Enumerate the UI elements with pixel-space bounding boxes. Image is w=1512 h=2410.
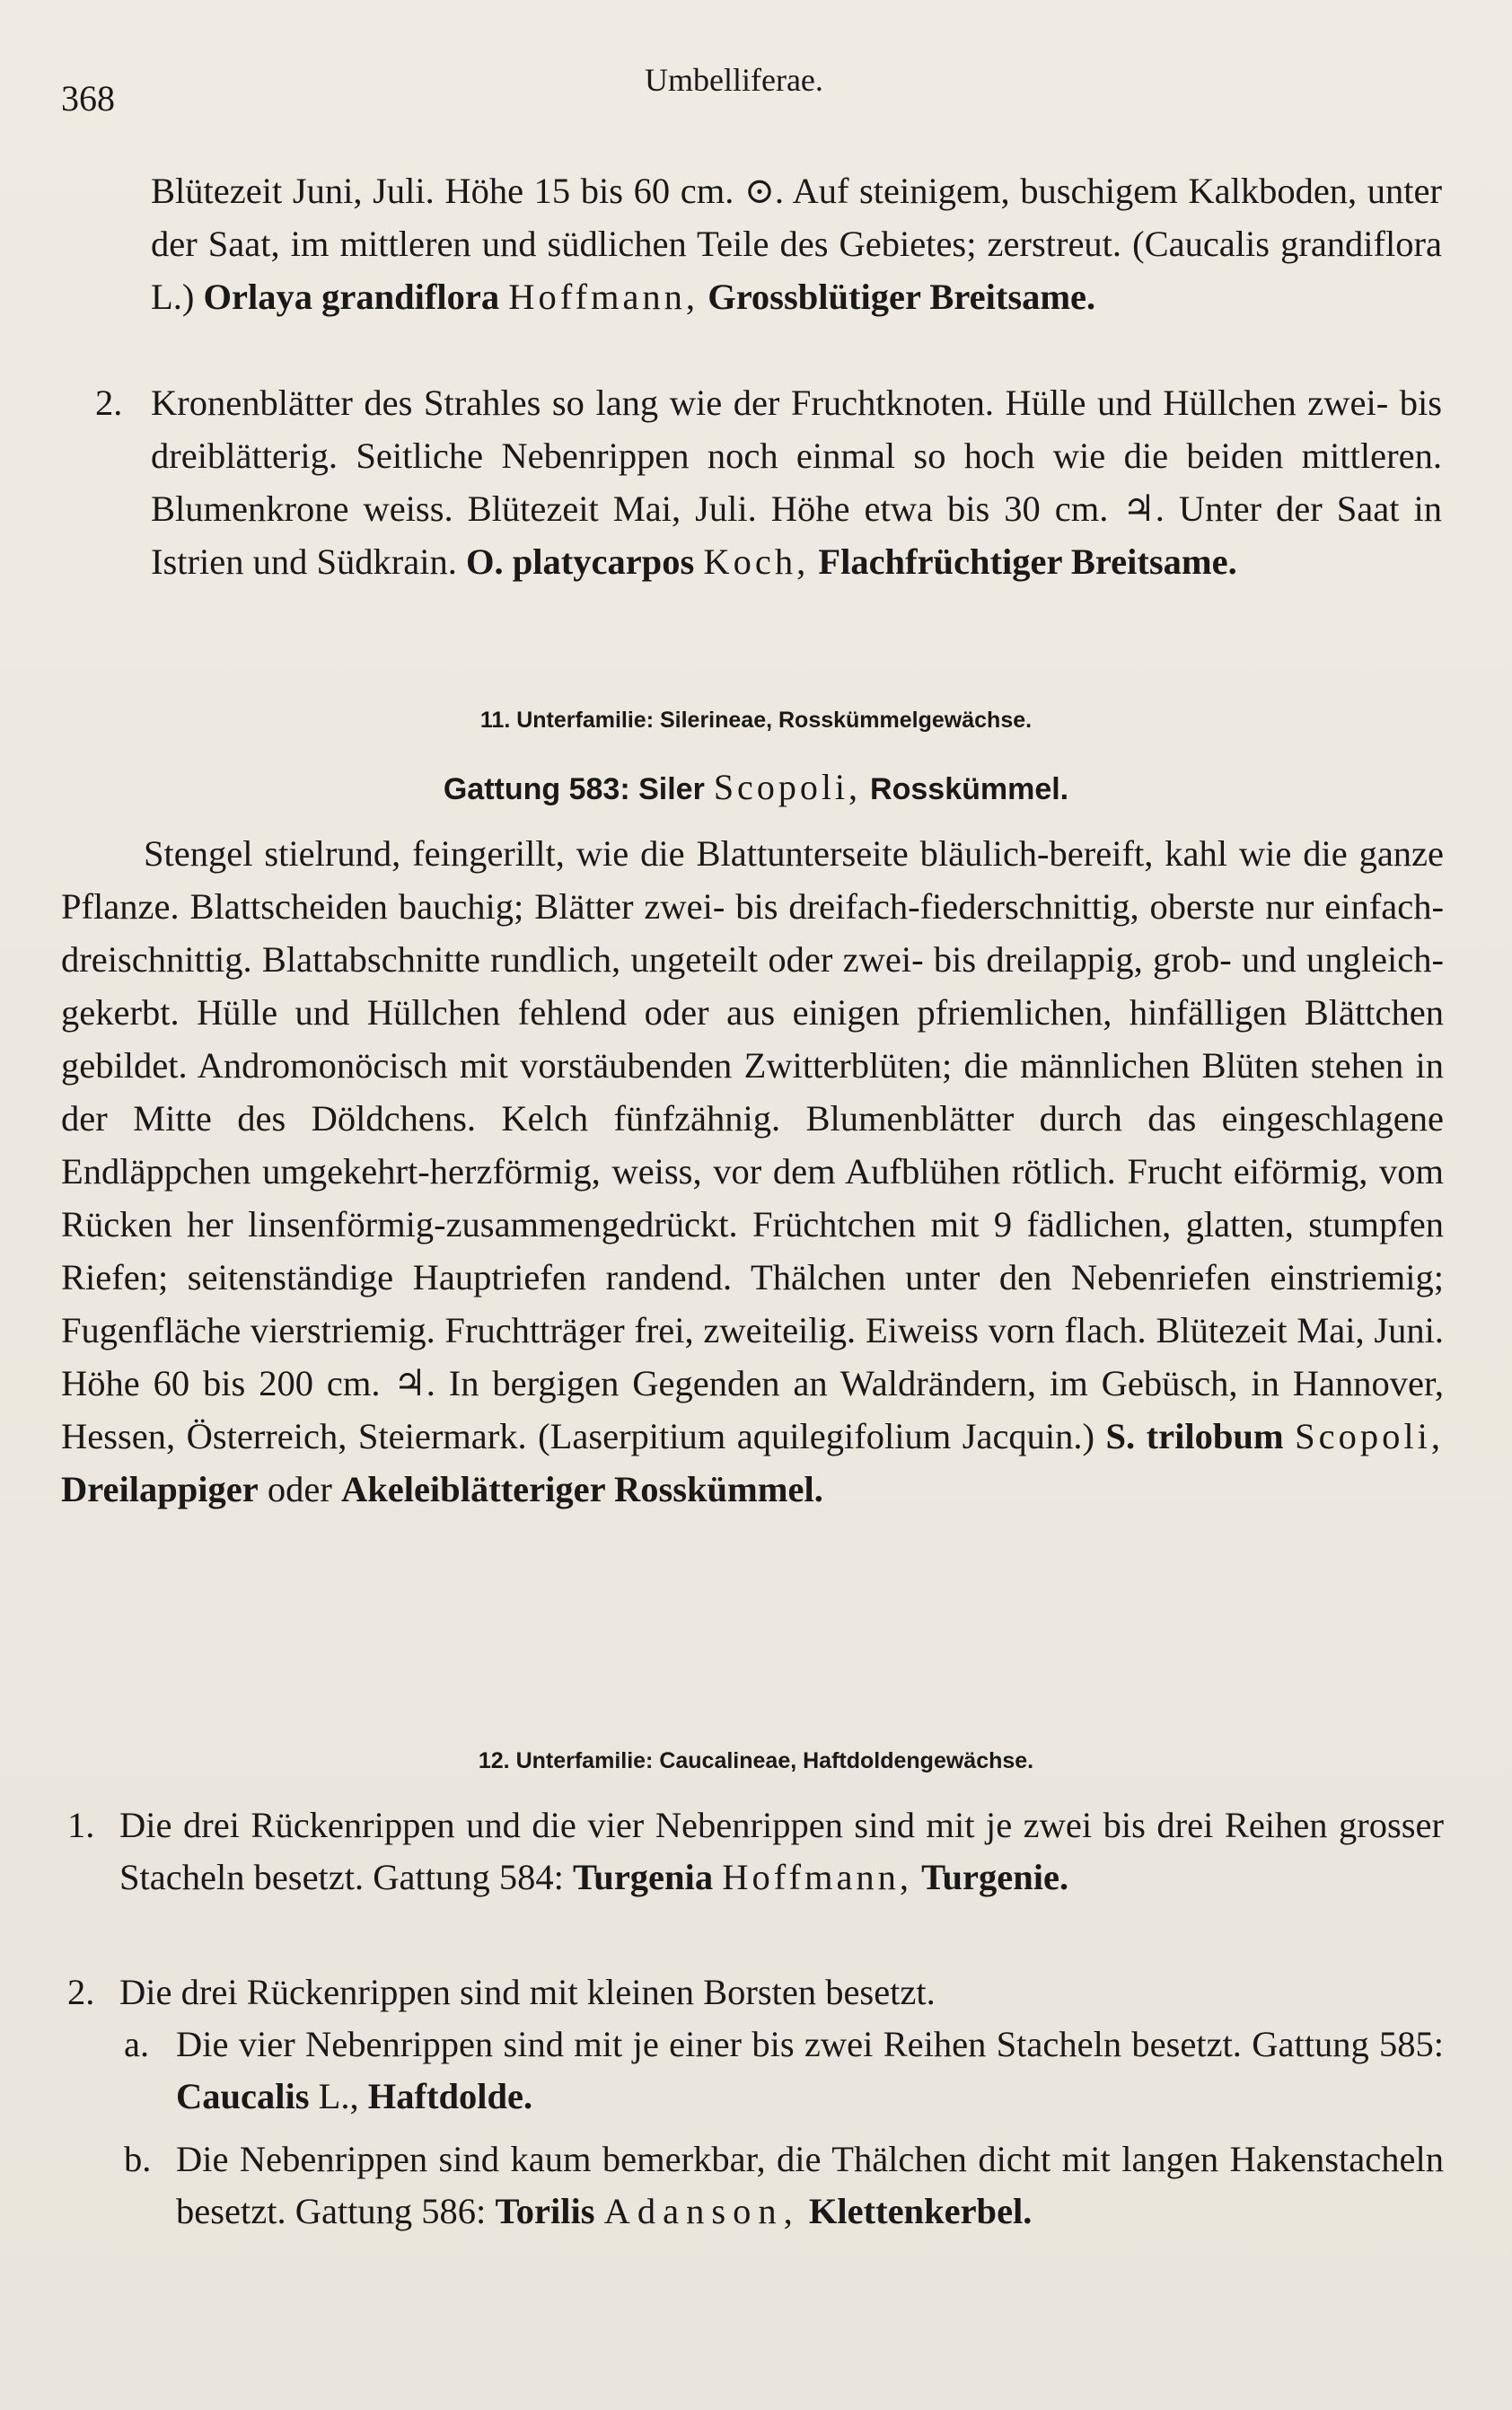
siler-description-paragraph	[61, 827, 1444, 1516]
orlaya-grandiflora-author: Hoffmann,	[508, 277, 699, 317]
key-item-2-text: Die drei Rückenrippen sind mit kleinen Borsten besetzt.	[119, 1972, 936, 2012]
key-item-label: 2.	[95, 383, 123, 423]
siler-common-name-1: Dreilappiger	[61, 1469, 259, 1509]
torilis-common-name: Klettenkerbel.	[808, 2191, 1033, 2231]
genus-583-heading	[0, 766, 1512, 808]
siler-trilobum-species: S. trilobum	[1105, 1416, 1284, 1456]
platycarpos-species: O. platycarpos	[465, 541, 695, 582]
siler-common-name-conjunction: oder	[258, 1469, 341, 1509]
siler-description-body: Stengel stielrund, feingerillt, wie die Blattunterseite bläulich-bereift, kahl wie die ganze Pflanze. Blattscheiden bauchig; Blätter zwei- bis dreifach-fiederschnittig, oberste nur einfach-dreischnittig. Blattabschnitte rundlich, ungeteilt oder zwei- bis dreilappig, grob- und ungleich-gekerbt. Hülle und Hüllchen fehlend oder aus einigen pfriemlichen, hinfälligen Blättchen gebildet. Andromonöcisch mit vorstäubenden Zwitterblüten; die männlichen Blüten stehen in der Mitte des Döldchens. Kelch fünfzähnig. Blumenblätter durch das eingeschlagene Endläppchen umgekehrt-herzförmig, weiss, vor dem Aufblühen rötlich. Frucht eiförmig, vom Rücken her linsenförmig-zusammengedrückt. Früchtchen mit 9 fädlichen, glatten, stumpfen Riefen; seitenständige Hauptriefen randend. Thälchen unter den Nebenriefen einstriemig; Fugenfläche vierstriemig. Fruchtträger frei, zweiteilig. Eiweiss vorn flach. Blütezeit Mai, Juni. Höhe 60 bis 200 cm. ♃. In bergigen Gegenden an Waldrändern, im Gebüsch, in Hannover, Hessen, Österreich, Steiermark. (Laserpitium aquilegifolium Jacquin.)	[61, 833, 1444, 1456]
platycarpos-common-name: Flachfrüchtiger Breitsame.	[818, 541, 1237, 582]
siler-description-text	[61, 827, 1444, 1516]
turgenia-genus: Turgenia	[573, 1857, 714, 1897]
key-item-label: b.	[124, 2139, 152, 2179]
torilis-description: Die Nebenrippen sind kaum bemerkbar, die Thälchen dicht mit langen Hakenstacheln besetzt. Gattung 586:	[176, 2139, 1444, 2231]
caucalis-author: L.,	[318, 2076, 359, 2116]
genus-583-author: Scopoli,	[713, 767, 862, 807]
platycarpos-description: Kronenblätter des Strahles so lang wie der Fruchtknoten. Hülle und Hüllchen zwei- bis dreiblätterig. Seitliche Nebenrippen noch einmal so hoch wie die beiden mittleren. Blumenkrone weiss. Blütezeit Mai, Juli. Höhe etwa bis 30 cm. ♃. Unter der Saat in Istrien und Südkrain.	[151, 383, 1442, 582]
torilis-genus: Torilis	[495, 2191, 595, 2231]
key-item-1-turgenia	[67, 1799, 1444, 1904]
torilis-author: Adanson,	[603, 2191, 800, 2231]
siler-trilobum-author: Scopoli,	[1295, 1416, 1445, 1456]
genus-583-common-name: Rosskümmel.	[870, 772, 1069, 806]
genus-583-label: Gattung 583: Siler	[443, 772, 705, 806]
page-number: 368	[61, 78, 115, 119]
key-item-2	[67, 1966, 1444, 2019]
turgenia-common-name: Turgenie.	[921, 1857, 1069, 1897]
caucalis-common-name: Haftdolde.	[367, 2076, 533, 2116]
orlaya-grandiflora-common-name: Grossblütiger Breitsame.	[708, 277, 1096, 317]
turgenia-description: Die drei Rückenrippen und die vier Nebenrippen sind mit je zwei bis drei Reihen grosser Stacheln besetzt. Gattung 584:	[119, 1805, 1444, 1897]
key-item-label: 1.	[67, 1805, 95, 1845]
turgenia-author: Hoffmann,	[722, 1857, 913, 1897]
platycarpos-author: Koch,	[703, 541, 810, 582]
key-item-label: 2.	[67, 1972, 95, 2012]
subfamily-12-heading: 12. Unterfamilie: Caucalineae, Haftdoldengewächse.	[478, 1748, 1034, 1773]
key-item-2a-caucalis	[124, 2019, 1444, 2123]
subfamily-11-heading: 11. Unterfamilie: Silerineae, Rosskümmelgewächse.	[479, 708, 1033, 733]
caucalis-description: Die vier Nebenrippen sind mit je einer bis zwei Reihen Stacheln besetzt. Gattung 585:	[176, 2024, 1444, 2064]
siler-common-name-2: Akeleiblätteriger Rosskümmel.	[340, 1469, 823, 1509]
orlaya-grandiflora-paragraph	[151, 164, 1442, 323]
caucalis-genus: Caucalis	[176, 2076, 310, 2116]
key-item-label: a.	[124, 2024, 150, 2064]
key-item-2-platycarpos	[95, 376, 1442, 588]
orlaya-grandiflora-text	[151, 164, 1442, 323]
running-title: Umbelliferae.	[645, 62, 823, 98]
key-item-2b-torilis	[124, 2133, 1444, 2238]
orlaya-grandiflora-species: Orlaya grandiflora	[203, 277, 500, 317]
orlaya-grandiflora-description: Blütezeit Juni, Juli. Höhe 15 bis 60 cm. ⊙. Auf steinigem, buschigem Kalkboden, unter der Saat, im mittleren und südlichen Teile des Gebietes; zerstreut. (Caucalis grandiflora L.)	[151, 171, 1442, 317]
running-header	[61, 61, 1444, 119]
